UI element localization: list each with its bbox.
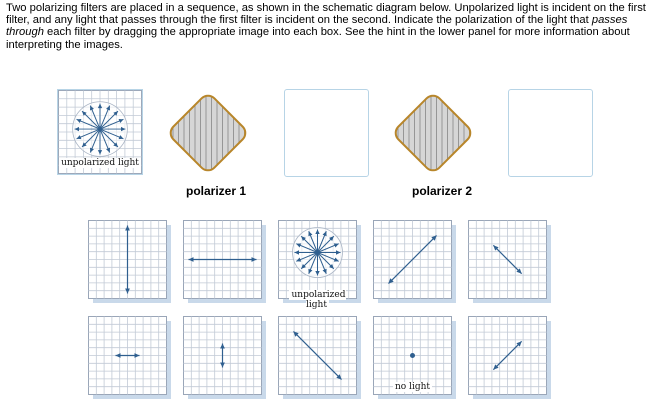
tile-diagonal-135-medium[interactable] <box>468 220 552 304</box>
drop-box-after-polarizer-2[interactable] <box>508 89 593 177</box>
tile-horizontal-short[interactable] <box>88 316 172 400</box>
tile-diagonal-45-medium[interactable] <box>468 316 552 400</box>
tile-horizontal-long[interactable] <box>183 220 267 304</box>
unpolarized-star <box>73 102 128 157</box>
tile-label: no light <box>394 382 430 392</box>
tile-diagonal-45-long[interactable] <box>373 220 457 304</box>
instructions-text: Two polarizing filters are placed in a sequence, as shown in the schematic diagram below. Unpolarized light is incident on the first filter, and any light that passes through the first filter is incident on the second. Indicate the polarization of the light that passes through each filter by dragging the appropriate image into each box. See the hint in the lower panel for more information about interpreting the images. <box>6 2 646 51</box>
drop-box-after-polarizer-1[interactable] <box>284 89 369 177</box>
tile-vertical-long[interactable] <box>88 220 172 304</box>
tile-no-light[interactable] <box>373 316 457 400</box>
polarizer-2-label: polarizer 2 <box>411 184 473 198</box>
tile-vertical-short[interactable] <box>183 316 267 400</box>
tile-label: unpolarized light <box>291 290 346 310</box>
polarizer-2-filter <box>387 87 479 179</box>
source-label: unpolarized light <box>61 158 139 168</box>
tile-diagonal-135-long[interactable] <box>278 316 362 400</box>
unpolarized-star <box>293 228 343 278</box>
center-dot <box>410 353 415 358</box>
source-unpolarized-image <box>57 89 143 175</box>
polarizer-1-filter <box>162 87 254 179</box>
polarizer-1-label: polarizer 1 <box>185 184 247 198</box>
tile-unpolarized[interactable] <box>278 220 362 310</box>
